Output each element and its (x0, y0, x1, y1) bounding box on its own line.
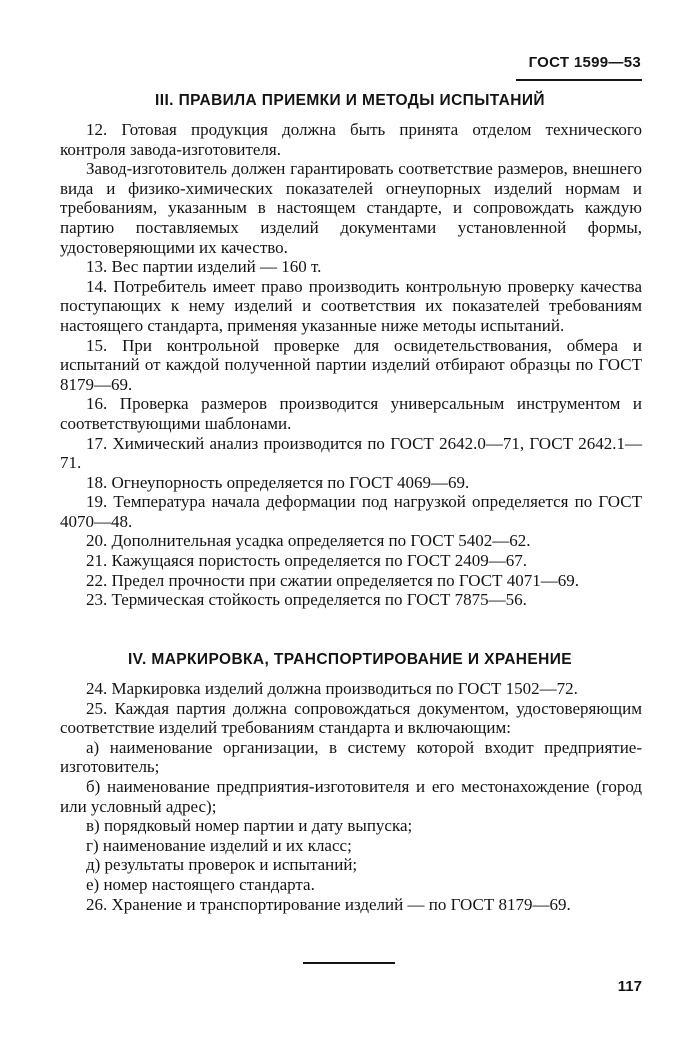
section-4-body (60, 679, 642, 914)
page-number: 117 (617, 978, 642, 995)
paragraph-17: 17. Химический анализ производится по ГОСТ 2642.0—71, ГОСТ 2642.1—71. (60, 433, 642, 473)
paragraph-20: 20. Дополнительная усадка определяется по ГОСТ 5402—62. (86, 531, 531, 551)
paragraph-16: 16. Проверка размеров производится универсальным инструментом и соответствующими шаблонами. (60, 394, 642, 433)
list-item-d: д) результаты проверок и испытаний; (86, 855, 358, 875)
paragraph-24: 24. Маркировка изделий должна производиться по ГОСТ 1502—72. (86, 679, 578, 698)
list-item-a: а) наименование организации, в систему которой входит предприятие-изготовитель; (60, 737, 642, 777)
paragraph-15: 15. При контрольной проверке для освидетельствования, обмера и испытаний от каждой полученной партии изделий отбирают образцы по ГОСТ 8179—69. (60, 335, 642, 394)
paragraph-25: 25. Каждая партия должна сопровождаться документом, удостоверяющим соответствие изделий требованиям стандарта и включающим: (60, 698, 642, 738)
paragraph-21: 21. Кажущаяся пористость определяется по ГОСТ 2409—67. (86, 551, 527, 571)
paragraph-22: 22. Предел прочности при сжатии определяется по ГОСТ 4071—69. (86, 570, 579, 590)
section-4-title: IV. МАРКИРОВКА, ТРАНСПОРТИРОВАНИЕ И ХРАНЕНИЕ (127, 651, 573, 668)
paragraph-14: 14. Потребитель имеет право производить контрольную проверку качества поступающих к нему изделий и соответствия их показателей требованиям настоящего стандарта, применяя указанные ниже методы испытаний. (60, 276, 642, 335)
paragraph-26: 26. Хранение и транспортирование изделий — по ГОСТ 8179—69. (86, 894, 571, 914)
paragraph-19: 19. Температура начала деформации под нагрузкой определяется по ГОСТ 4070—48. (60, 492, 642, 531)
paragraph-12-cont: Завод-изготовитель должен гарантировать соответствие размеров, внешнего вида и физико-химических показателей огнеупорных изделий нормам и требованиям, указанным в настоящем стандарте, и сопровождать каждую партию поставляемых изделий документами установленной формы, удостоверяющими их качество. (60, 159, 642, 257)
paragraph-12: 12. Готовая продукция должна быть принята отделом технического контроля завода-изготовителя. (60, 120, 642, 159)
list-item-g: г) наименование изделий и их класс; (86, 835, 352, 855)
section-3-body (60, 120, 642, 610)
section-3-title: III. ПРАВИЛА ПРИЕМКИ И МЕТОДЫ ИСПЫТАНИЙ (155, 92, 545, 109)
header-rule (516, 79, 642, 81)
list-item-e: е) номер настоящего стандарта. (86, 874, 315, 894)
footer-rule (303, 962, 395, 964)
list-item-b: б) наименование предприятия-изготовителя и его местонахождение (город или условный адрес); (60, 776, 642, 816)
standard-header: ГОСТ 1599—53 (528, 54, 641, 71)
list-item-v: в) порядковый номер партии и дату выпуска; (86, 816, 413, 836)
paragraph-18: 18. Огнеупорность определяется по ГОСТ 4069—69. (86, 472, 470, 492)
paragraph-23: 23. Термическая стойкость определяется по ГОСТ 7875—56. (86, 590, 527, 610)
paragraph-13: 13. Вес партии изделий — 160 т. (86, 257, 322, 277)
